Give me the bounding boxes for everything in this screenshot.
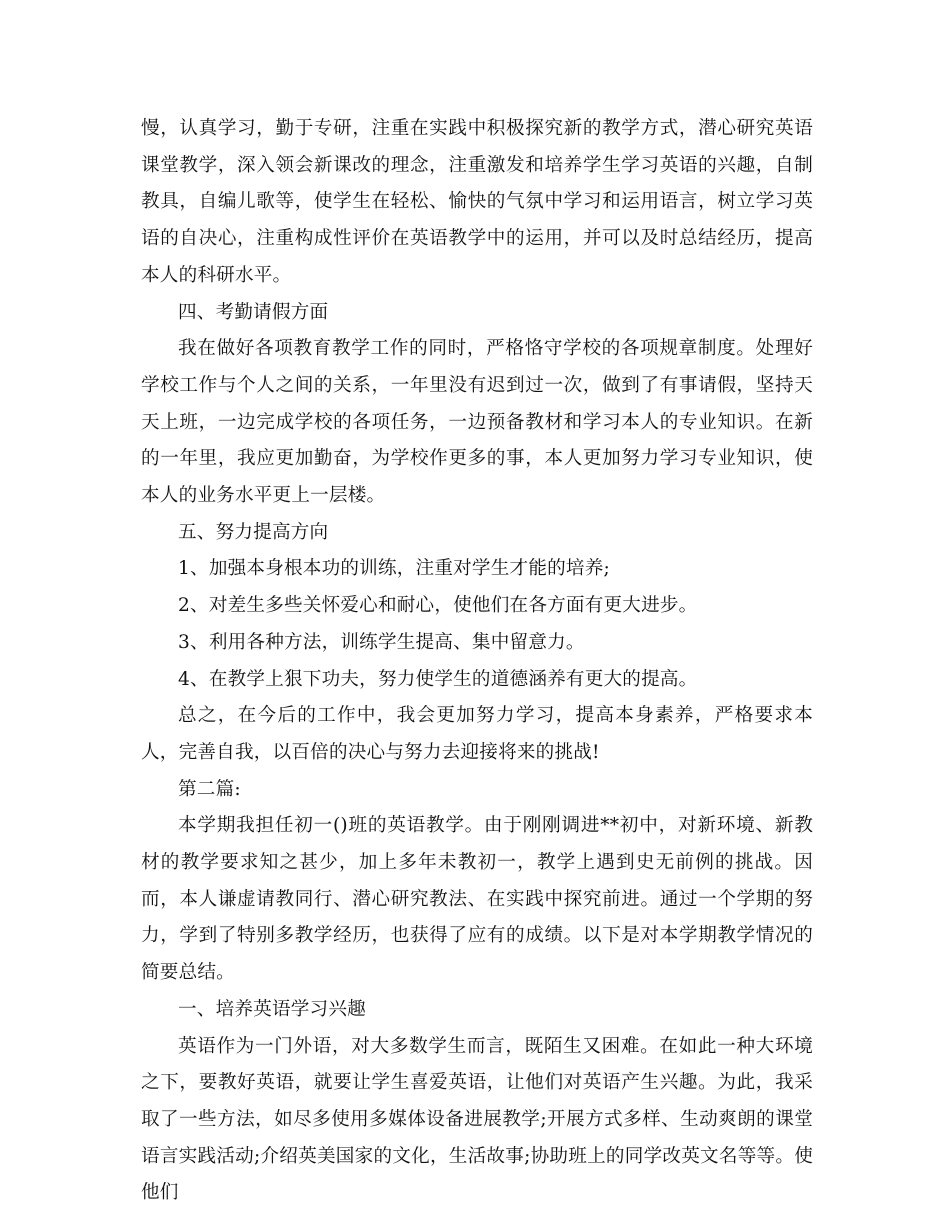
paragraph-conclusion: 总之，在今后的工作中，我会更加努力学习，提高本身素养，严格要求本人，完善自我，以百倍的决心与努力去迎接将来的挑战! <box>141 705 813 763</box>
section-heading-improvement: 五、努力提高方向 <box>178 521 329 543</box>
section-heading-interest: 一、培养英语学习兴趣 <box>178 998 366 1020</box>
section-heading-attendance: 四、考勤请假方面 <box>178 301 329 323</box>
list-item-1: 1、加强本身根本功的训练，注重对学生才能的培养; <box>178 558 610 580</box>
paragraph-part-two-intro: 本学期我担任初一()班的英语教学。由于刚刚调进**初中，对新环境、新教材的教学要求知之甚少，加上多年未教初一，教学上遇到史无前例的挑战。因而，本人谦虚请教同行、潜心研究教法、在实践中探究前进。通过一个学期的努力，学到了特别多教学经历，也获得了应有的成绩。以下是对本学期教学情况的简要总结。 <box>141 815 813 984</box>
list-item-2: 2、对差生多些关怀爱心和耐心，使他们在各方面有更大进步。 <box>178 595 698 617</box>
document-body <box>141 111 813 1212</box>
paragraph-continuation: 慢，认真学习，勤于专研，注重在实践中积极探究新的教学方式，潜心研究英语课堂教学，深入领会新课改的理念，注重激发和培养学生学习英语的兴趣，自制教具，自编儿歌等，使学生在轻松、愉快的气氛中学习和运用语言，树立学习英语的自决心，注重构成性评价在英语教学中的运用，并可以及时总结经历，提高本人的科研水平。 <box>141 118 813 286</box>
section-heading-part-two: 第二篇: <box>178 778 241 800</box>
paragraph-attendance: 我在做好各项教育教学工作的同时，严格恪守学校的各项规章制度。处理好学校工作与个人之间的关系，一年里没有迟到过一次，做到了有事请假，坚持天天上班，一边完成学校的各项任务，一边预备教材和学习本人的专业知识。在新的一年里，我应更加勤奋，为学校作更多的事，本人更加努力学习专业知识，使本人的业务水平更上一层楼。 <box>141 338 813 507</box>
list-item-3: 3、利用各种方法，训练学生提高、集中留意力。 <box>178 631 585 653</box>
paragraph-interest: 英语作为一门外语，对大多数学生而言，既陌生又困难。在如此一种大环境之下，要教好英语，就要让学生喜爱英语，让他们对英语产生兴趣。为此，我采取了一些方法，如尽多使用多媒体设备进展教学;开展方式多样、生动爽朗的课堂语言实践活动;介绍英美国家的文化，生活故事;协助班上的同学改英文名等等。使他们 <box>141 1035 813 1204</box>
list-item-4: 4、在教学上狠下功夫，努力使学生的道德涵养有更大的提高。 <box>178 668 698 690</box>
